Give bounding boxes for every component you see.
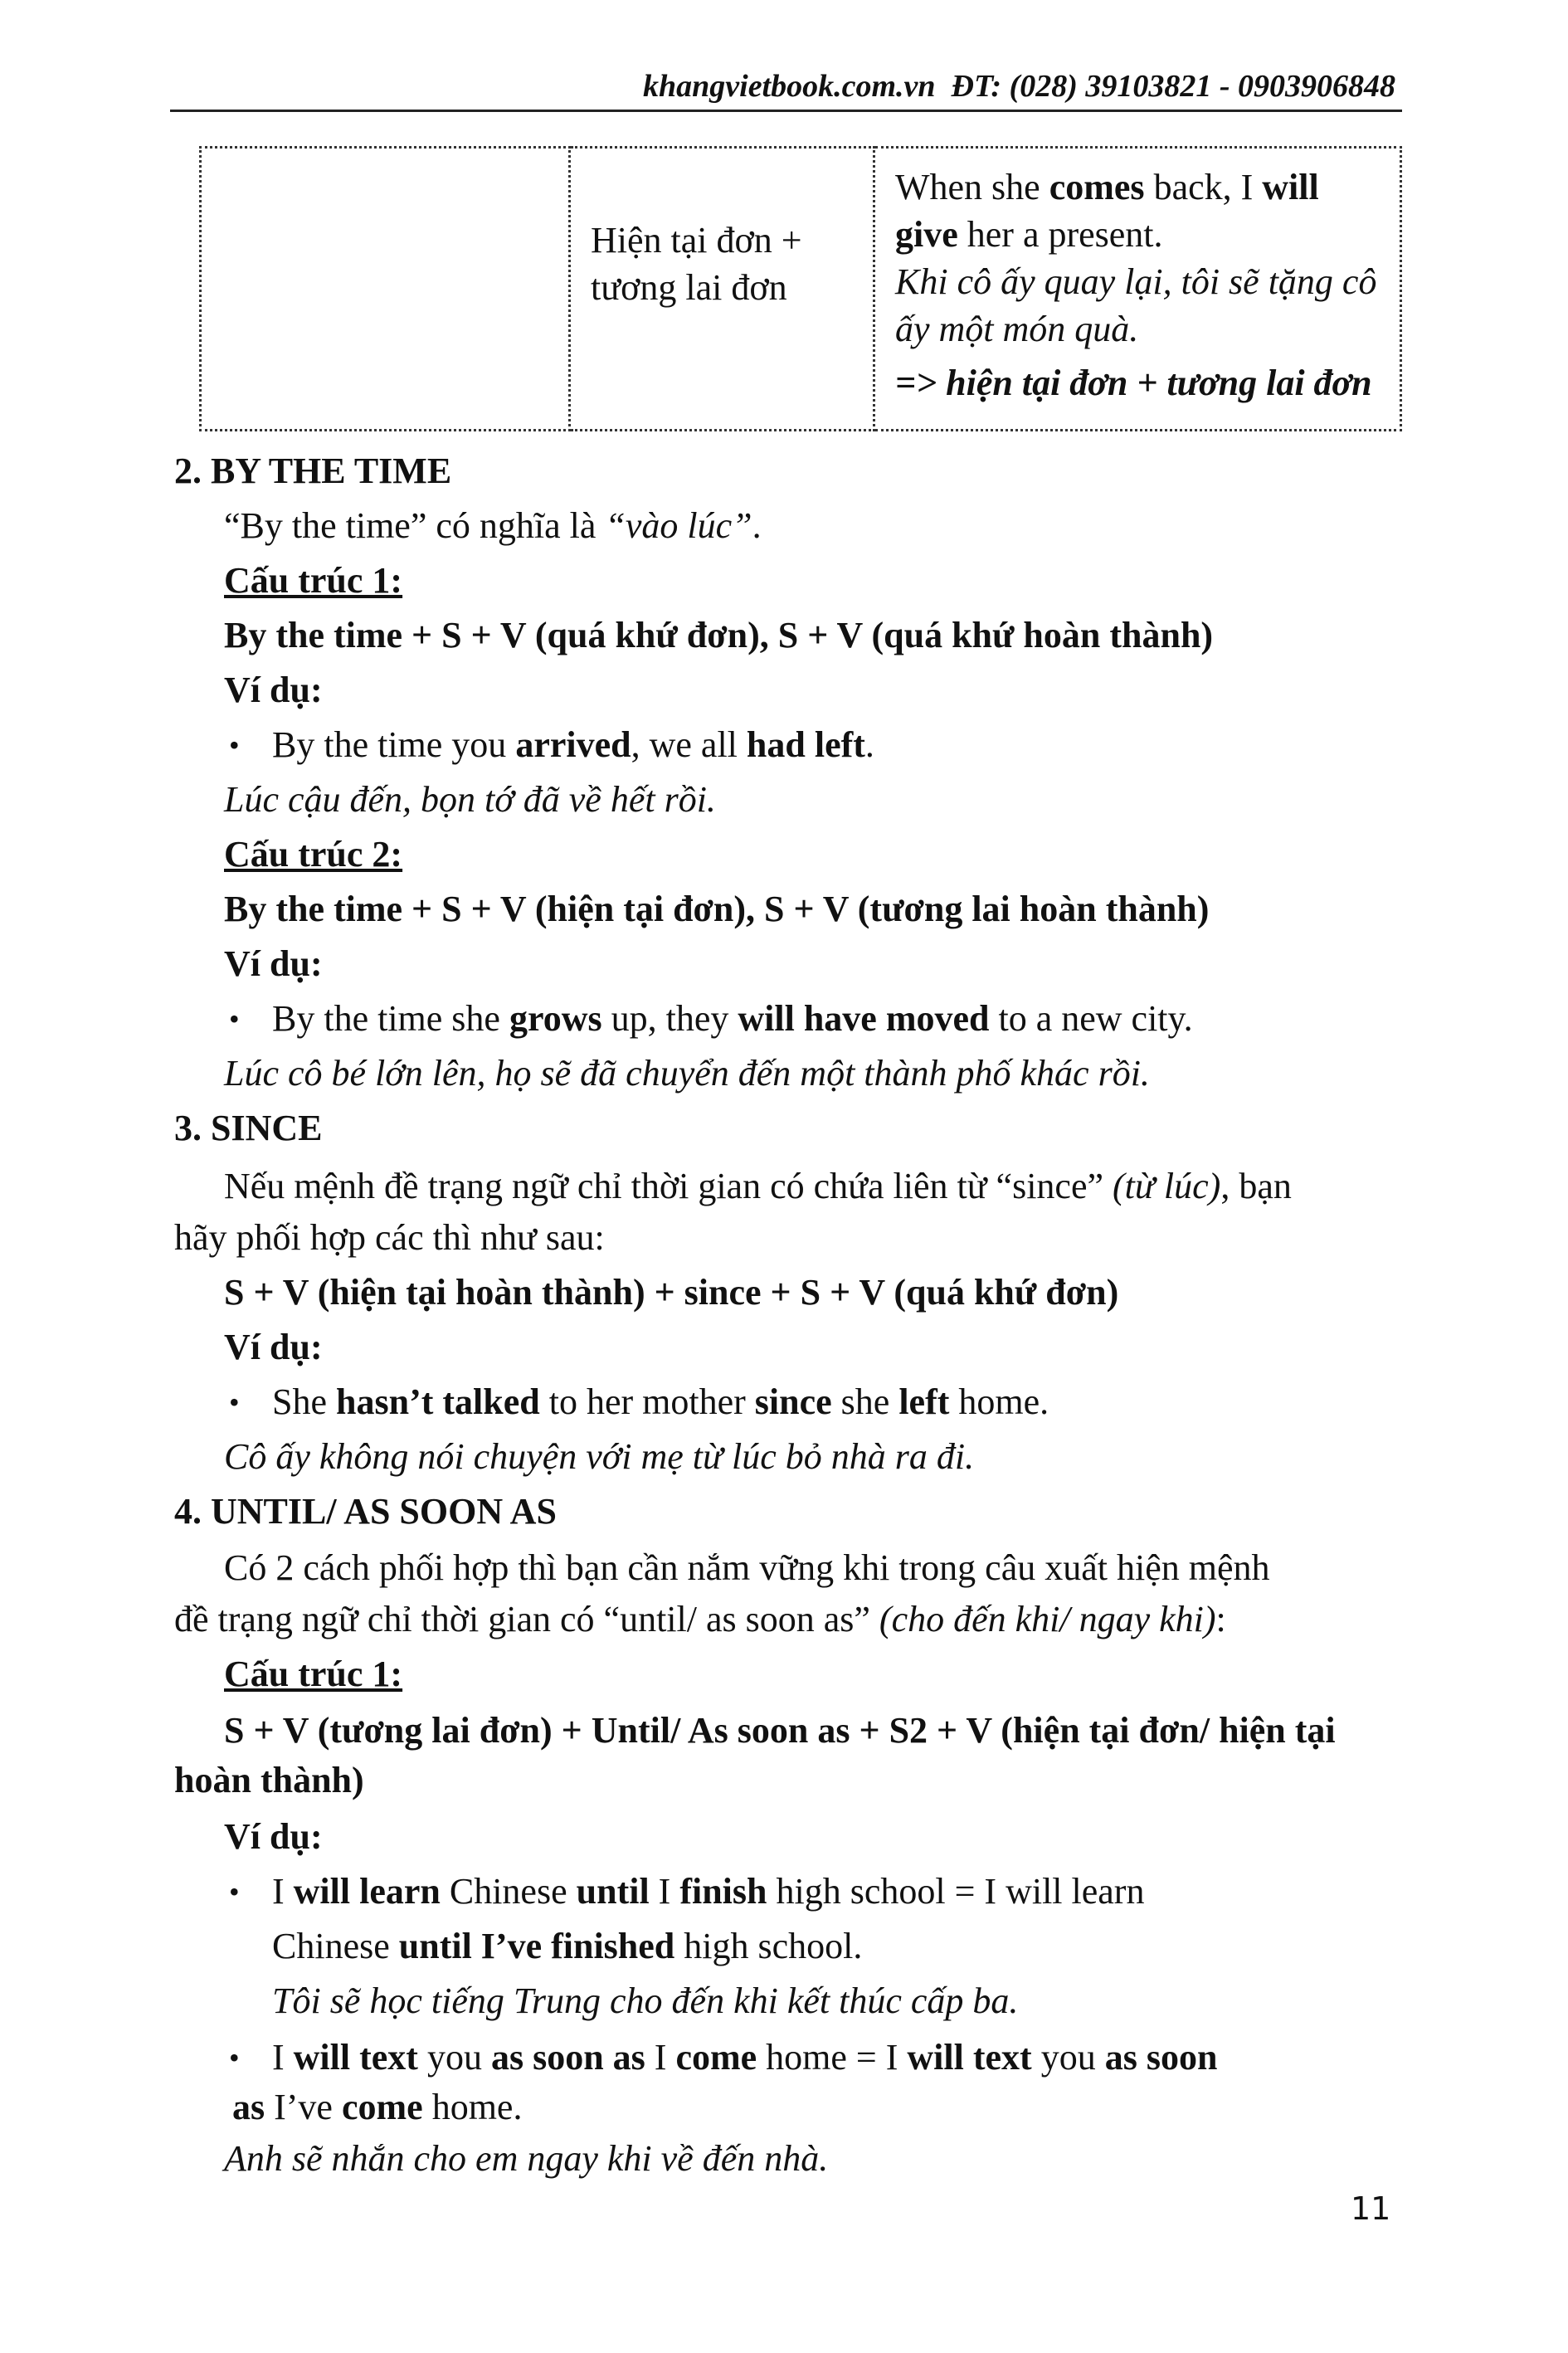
s4-intro-line2 — [174, 1596, 1226, 1643]
text-run: high school = I will learn — [767, 1871, 1145, 1912]
bold-run: will give — [895, 167, 1319, 255]
s3-vidu: Ví dụ: — [224, 1327, 323, 1367]
text-run: home. — [422, 2087, 523, 2127]
text-run: her a present. — [957, 214, 1163, 255]
text-run: When she — [895, 167, 1049, 207]
s3-example-translation: Cô ấy không nói chuyện với mẹ từ lúc bỏ nhà ra đi. — [224, 1436, 975, 1477]
table-example-cell — [874, 148, 1401, 431]
bold-run: since — [754, 1381, 832, 1422]
bold-run: until I’ve finished — [398, 1926, 675, 1966]
page-header — [170, 65, 1402, 112]
text-run: home. — [949, 1381, 1049, 1422]
bold-run: will text — [907, 2037, 1032, 2078]
bold-run: come — [675, 2037, 757, 2078]
bold-run: will text — [293, 2037, 418, 2078]
s3-intro-line2: hãy phối hợp các thì như sau: — [174, 1217, 605, 1258]
section-4-heading: 4. UNTIL/ AS SOON AS — [174, 1491, 557, 1532]
s2-struct1-label: Cấu trúc 1: — [224, 560, 403, 601]
text-run: to a new city. — [989, 998, 1193, 1039]
bold-run: as soon as — [490, 2037, 645, 2078]
italic-run: (từ lúc) — [1113, 1166, 1221, 1206]
text-run: I — [272, 2037, 294, 2078]
bold-run: as soon — [1104, 2037, 1218, 2078]
s4-example2 — [272, 2034, 1217, 2081]
text-run: home = I — [757, 2037, 908, 2078]
text-run: you — [417, 2037, 491, 2078]
s2-struct1: By the time + S + V (quá khứ đơn), S + V (quá khứ hoàn thành) — [224, 615, 1214, 655]
s2-example2-translation: Lúc cô bé lớn lên, họ sẽ đã chuyển đến một thành phố khác rồi. — [224, 1053, 1150, 1094]
text-run: you — [1031, 2037, 1105, 2078]
header-site: khangvietbook.com.vn — [643, 69, 936, 104]
s4-vidu: Ví dụ: — [224, 1816, 323, 1857]
tense-table — [199, 146, 1402, 431]
bold-run: will learn — [293, 1871, 441, 1912]
text-run: , bạn — [1220, 1166, 1292, 1206]
bold-run: arrived — [515, 724, 631, 765]
s4-example1-translation: Tôi sẽ học tiếng Trung cho đến khi kết thúc cấp ba. — [272, 1980, 1019, 2021]
text-run: , we all — [631, 724, 747, 765]
text-run: By the time you — [272, 724, 516, 765]
bold-run: grows — [509, 998, 602, 1039]
s4-example1 — [272, 1868, 1144, 1915]
table-example — [895, 163, 1385, 258]
italic-run: (cho đến khi/ ngay khi) — [879, 1599, 1216, 1639]
table-translation — [895, 258, 1385, 353]
header-phone: ĐT: (028) 39103821 - 0903906848 — [951, 69, 1395, 104]
header-text — [643, 68, 1395, 105]
table-result — [895, 359, 1385, 407]
text-run: “By the time” có nghĩa là — [224, 505, 606, 546]
bold-run: until — [576, 1871, 650, 1912]
text-run: . — [752, 505, 762, 546]
bold-run: left — [898, 1381, 950, 1422]
s2-example1-translation: Lúc cậu đến, bọn tớ đã về hết rồi. — [224, 779, 716, 820]
text-run: đề trạng ngữ chỉ thời gian có “until/ as soon as” — [174, 1599, 879, 1639]
tense-pair: Hiện tại đơn + tương lai đơn — [591, 220, 802, 308]
table-empty-cell — [201, 148, 570, 431]
bold-run: hasn’t talked — [336, 1381, 540, 1422]
bold-run: will have moved — [738, 998, 990, 1039]
text-run: I — [272, 1871, 294, 1912]
s3-struct: S + V (hiện tại hoàn thành) + since + S + V (quá khứ đơn) — [224, 1272, 1119, 1313]
s4-struct1: S + V (tương lai đơn) + Until/ As soon as + S2 + V (hiện tại đơn/ hiện tại hoàn thành) — [174, 1710, 1336, 1800]
s4-struct1-label: Cấu trúc 1: — [224, 1654, 403, 1694]
s4-example1-line2 — [272, 1923, 862, 1970]
bold-run: as — [232, 2087, 265, 2127]
table-tense-cell — [570, 148, 874, 431]
bold-run: finish — [679, 1871, 767, 1912]
text-run: I — [645, 2037, 676, 2078]
section-2-heading: 2. BY THE TIME — [174, 451, 452, 491]
section-3-heading: 3. SINCE — [174, 1108, 323, 1148]
text-run: Chinese — [440, 1871, 577, 1912]
italic-run: Khi cô ấy quay lại, tôi sẽ tặng cô ấy một món quà. — [895, 261, 1377, 349]
text-run: Chinese — [272, 1926, 399, 1966]
text-run: . — [864, 724, 874, 765]
text-run: Nếu mệnh đề trạng ngữ chỉ thời gian có chứa liên từ “since” — [224, 1166, 1113, 1206]
italic-run: “vào lúc” — [605, 505, 752, 546]
text-run: I’ve — [265, 2087, 342, 2127]
s2-struct2: By the time + S + V (hiện tại đơn), S + V (tương lai hoàn thành) — [224, 889, 1210, 929]
text-run: I — [649, 1871, 680, 1912]
s2-example1 — [272, 722, 874, 768]
s4-example2-translation: Anh sẽ nhắn cho em ngay khi về đến nhà. — [224, 2138, 829, 2179]
text-run: up, they — [601, 998, 738, 1039]
text-run: to her mother — [539, 1381, 755, 1422]
s3-example — [272, 1379, 1049, 1425]
text-run: high school. — [674, 1926, 863, 1966]
s2-struct2-label: Cấu trúc 2: — [224, 834, 403, 874]
result-run: => hiện tại đơn + tương lai đơn — [895, 363, 1372, 403]
text-run: : — [1215, 1599, 1226, 1639]
bold-run: had left — [746, 724, 865, 765]
s2-vidu1: Ví dụ: — [224, 670, 323, 710]
s2-example2 — [272, 996, 1193, 1042]
text-run: she — [831, 1381, 899, 1422]
text-run: back, I — [1144, 167, 1263, 207]
s2-definition — [224, 503, 762, 549]
text-run: She — [272, 1381, 336, 1422]
bold-run: comes — [1049, 167, 1145, 207]
s2-vidu2: Ví dụ: — [224, 943, 323, 984]
s4-example2-line2 — [232, 2084, 522, 2131]
s4-intro-line1: Có 2 cách phối hợp thì bạn cần nắm vững khi trong câu xuất hiện mệnh — [224, 1547, 1270, 1588]
bold-run: come — [341, 2087, 423, 2127]
text-run: By the time she — [272, 998, 509, 1039]
s3-intro-line1 — [224, 1163, 1292, 1210]
page-number: 11 — [1351, 2190, 1391, 2227]
